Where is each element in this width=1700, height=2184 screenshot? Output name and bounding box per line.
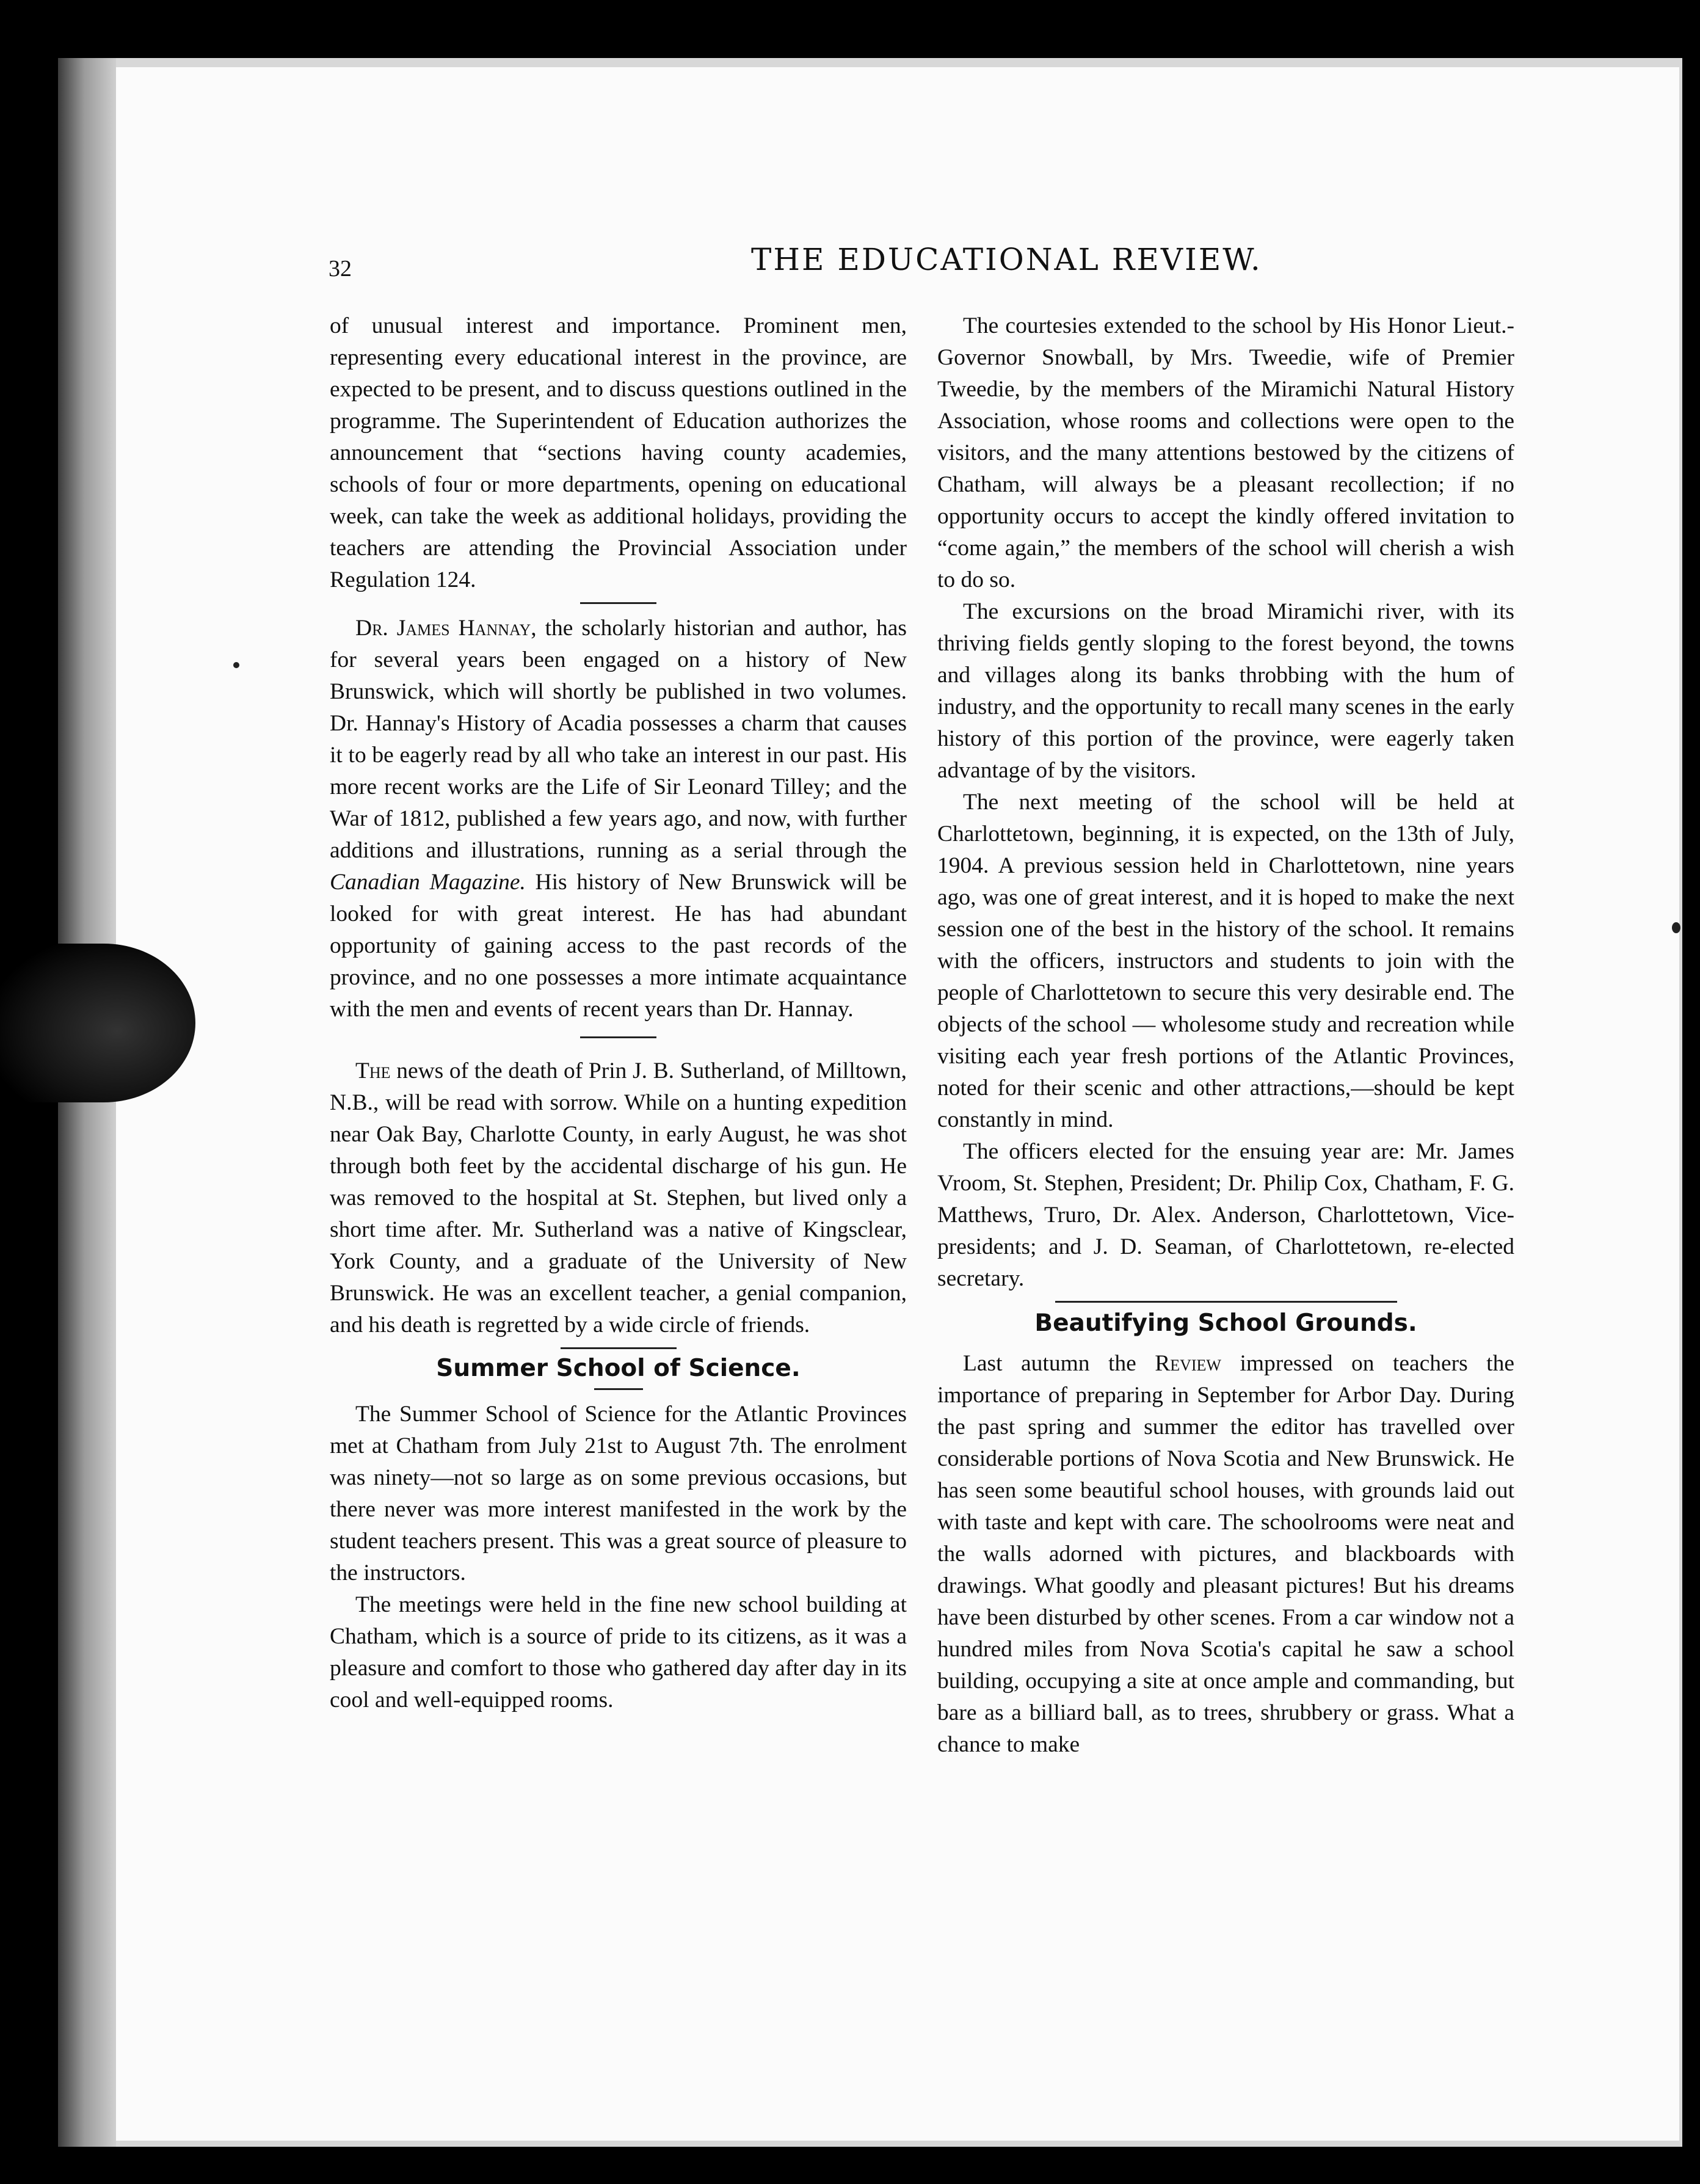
- lead-in: Dr. James Hannay,: [355, 616, 537, 641]
- lead-in: The: [355, 1058, 391, 1083]
- paragraph: The next meeting of the school will be held at Charlottetown, beginning, it is expected, on the 13th of July, 1904. A previous session held in Charlottetown, nine years ago, was one of great interest, and it is hoped to make the next session one of the best in the history of the school. It remains with the officers, instructors and students to join with the people of Charlottetown to secure this very desirable end. The objects of the school — wholesome study and recreation while visiting each year fresh portions of the Atlantic Provinces, noted for their scenic and other attractions,—should be kept constantly in mind.: [937, 790, 1514, 1132]
- paragraph: The meetings were held in the fine new school building at Chatham, which is a source of pride to its citizens, as it was a pleasure and comfort to those who gathered day after day in its cool and well-equipped rooms.: [330, 1592, 907, 1713]
- paragraph: The officers elected for the ensuing year are: Mr. James Vroom, St. Stephen, President; Dr. Philip Cox, Chatham, F. G. Matthews, Truro, Dr. Alex. Anderson, Charlottetown, Vice-presidents; and J. D. Seaman, of Charlottetown, re-elected secretary.: [937, 1139, 1514, 1291]
- journal-name: Review: [1155, 1351, 1221, 1376]
- paragraph: The news of the death of Prin J. B. Sutherland, of Milltown, N.B., will be read with sorrow. While on a hunting expedition near Oak Bay, Charlotte County, in early August, he was shot through both feet by the accidental discharge of his gun. He was removed to the hospital at St. Stephen, but lived only a short time after. Mr. Sutherland was a native of Kingsclear, York County, and a graduate of the University of New Brunswick. He was an excellent teacher, a genial companion, and his death is regretted by a wide circle of friends.: [330, 1058, 907, 1338]
- thumb-shadow: [0, 944, 195, 1102]
- paragraph: Dr. James Hannay, the scholarly historian and author, has for several years been engaged on a history of New Brunswick, which will shortly be published in two volumes. Dr. Hannay's History of Acadia possesses a charm that causes it to be eagerly read by all who take an interest in our past. His more recent works are the Life of Sir Leonard Tilley; and the War of 1812, published a few years ago, and now, with further additions and illustrations, running as a serial through the Canadian Magazine. His history of New Brunswick will be looked for with great interest. He has had abundant opportunity of gaining access to the past records of the province, and no one possesses a more intimate acquaintance with the men and events of recent years than Dr. Hannay.: [330, 616, 907, 1022]
- divider: [1055, 1301, 1397, 1303]
- section-heading: Beautifying School Grounds.: [1034, 1309, 1417, 1337]
- left-column: [330, 310, 907, 1716]
- divider: [594, 1388, 643, 1390]
- paragraph: The Summer School of Science for the Atlantic Provinces met at Chatham from July 21st to August 7th. The enrolment was ninety—not so large as on some previous occasions, but there never was more interest manifested in the work by the student teachers present. This was a great source of pleasure to the instructors.: [330, 1402, 907, 1585]
- paragraph: The excursions on the broad Miramichi river, with its thriving fields gently sloping to the forest beyond, the towns and villages along its banks throbbing with the hum of industry, and the opportunity to recall many scenes in the early history of this portion of the province, were eagerly taken advantage of by the visitors.: [937, 599, 1514, 783]
- divider: [580, 602, 656, 604]
- paragraph: The courtesies extended to the school by His Honor Lieut.-Governor Snowball, by Mrs. Tweedie, wife of Premier Tweedie, by the members of the Miramichi Natural History Association, whose rooms and collections were open to the visitors, and the many attentions bestowed by the citizens of Chatham, will always be a pleasant recollection; if no opportunity occurs to accept the kindly offered invitation to “come again,” the members of the school will cherish a wish to do so.: [937, 313, 1514, 592]
- running-title: THE EDUCATIONAL REVIEW.: [751, 242, 1262, 277]
- paragraph: Last autumn the Review impressed on teachers the importance of preparing in September for Arbor Day. During the past spring and summer the editor has travelled over considerable portions of Nova Scotia and New Brunswick. He has seen some beautiful school houses, with grounds laid out with taste and kept with care. The schoolrooms were neat and the walls adorned with pictures, and blackboards with drawings. What goodly and pleasant pictures! But his dreams have been disturbed by other scenes. From a car window not a hundred miles from Nova Scotia's capital he saw a school building, occupying a site at once ample and commanding, but bare as a billiard ball, as to trees, shrubbery or grass. What a chance to make: [937, 1351, 1514, 1757]
- margin-mark: [1672, 922, 1680, 933]
- page-number: 32: [329, 256, 352, 282]
- page-header: [324, 238, 1539, 287]
- section-heading: Summer School of Science.: [436, 1355, 801, 1382]
- italic-title: Canadian Magazine.: [330, 870, 526, 895]
- binding-shadow: [58, 58, 116, 2147]
- divider: [580, 1036, 656, 1038]
- paragraph: of unusual interest and importance. Prominent men, representing every educational interest in the province, are expected to be present, and to discuss questions outlined in the programme. The Superintendent of Education authorizes the announcement that “sections having county academies, schools of four or more departments, opening on educational week, can take the week as additional holidays, providing the teachers are attending the Provincial Association under Regulation 124.: [330, 313, 907, 592]
- margin-mark: [233, 662, 239, 668]
- right-column: [937, 310, 1514, 1761]
- divider: [561, 1347, 677, 1349]
